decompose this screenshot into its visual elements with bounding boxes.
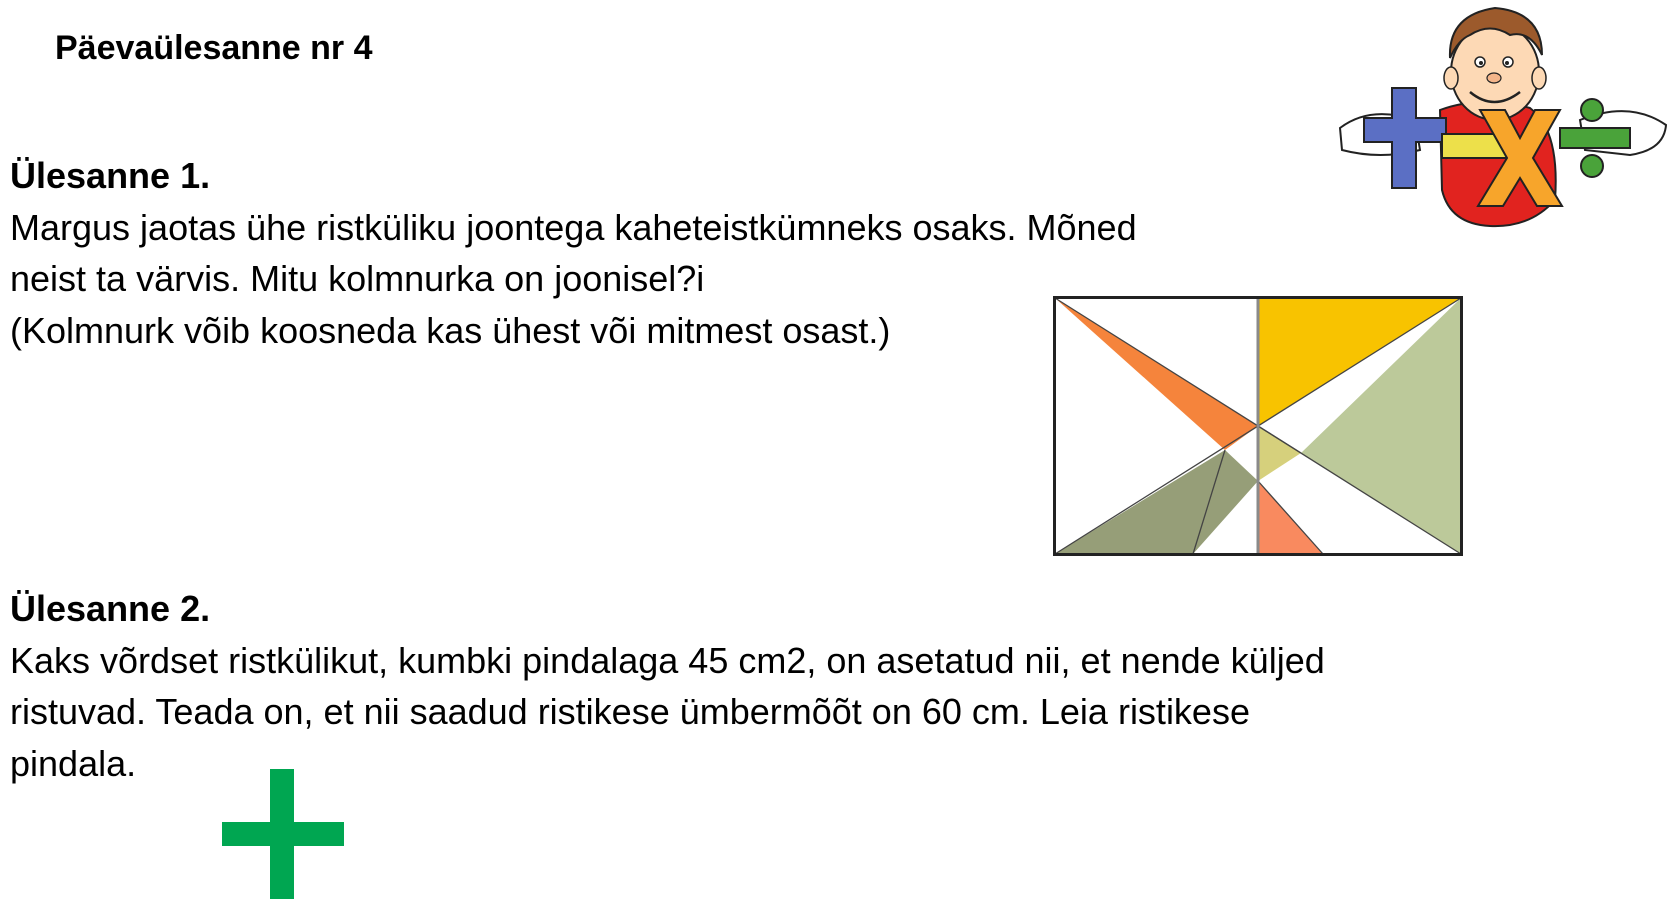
task-1-line-3: (Kolmnurk võib koosneda kas ühest või mitmest osast.) bbox=[10, 309, 891, 351]
task-2-line-1: Kaks võrdset ristkülikut, kumbki pindalaga 45 cm2, on asetatud nii, et nende küljed bbox=[10, 639, 1325, 681]
task-2-line-3: pindala. bbox=[10, 742, 137, 784]
math-boy-with-operators-icon bbox=[1330, 0, 1671, 232]
task-2 bbox=[10, 583, 1325, 789]
page-title: Päevaülesanne nr 4 bbox=[55, 29, 373, 67]
task-1-line-1: Margus jaotas ühe ristküliku joontega kaheteistkümneks osaks. Mõned bbox=[10, 206, 1137, 248]
task-1-heading: Ülesanne 1. bbox=[10, 155, 211, 196]
task-2-heading: Ülesanne 2. bbox=[10, 588, 211, 629]
rectangle-triangles-figure bbox=[1053, 296, 1463, 556]
task-1-line-2: neist ta värvis. Mitu kolmnurka on joonisel?i bbox=[10, 258, 705, 299]
green-plus-icon bbox=[222, 769, 344, 899]
task-2-line-2: ristuvad. Teada on, et nii saadud ristikese ümbermõõt on 60 cm. Leia ristikese bbox=[10, 691, 1250, 732]
task-1 bbox=[10, 150, 1137, 356]
